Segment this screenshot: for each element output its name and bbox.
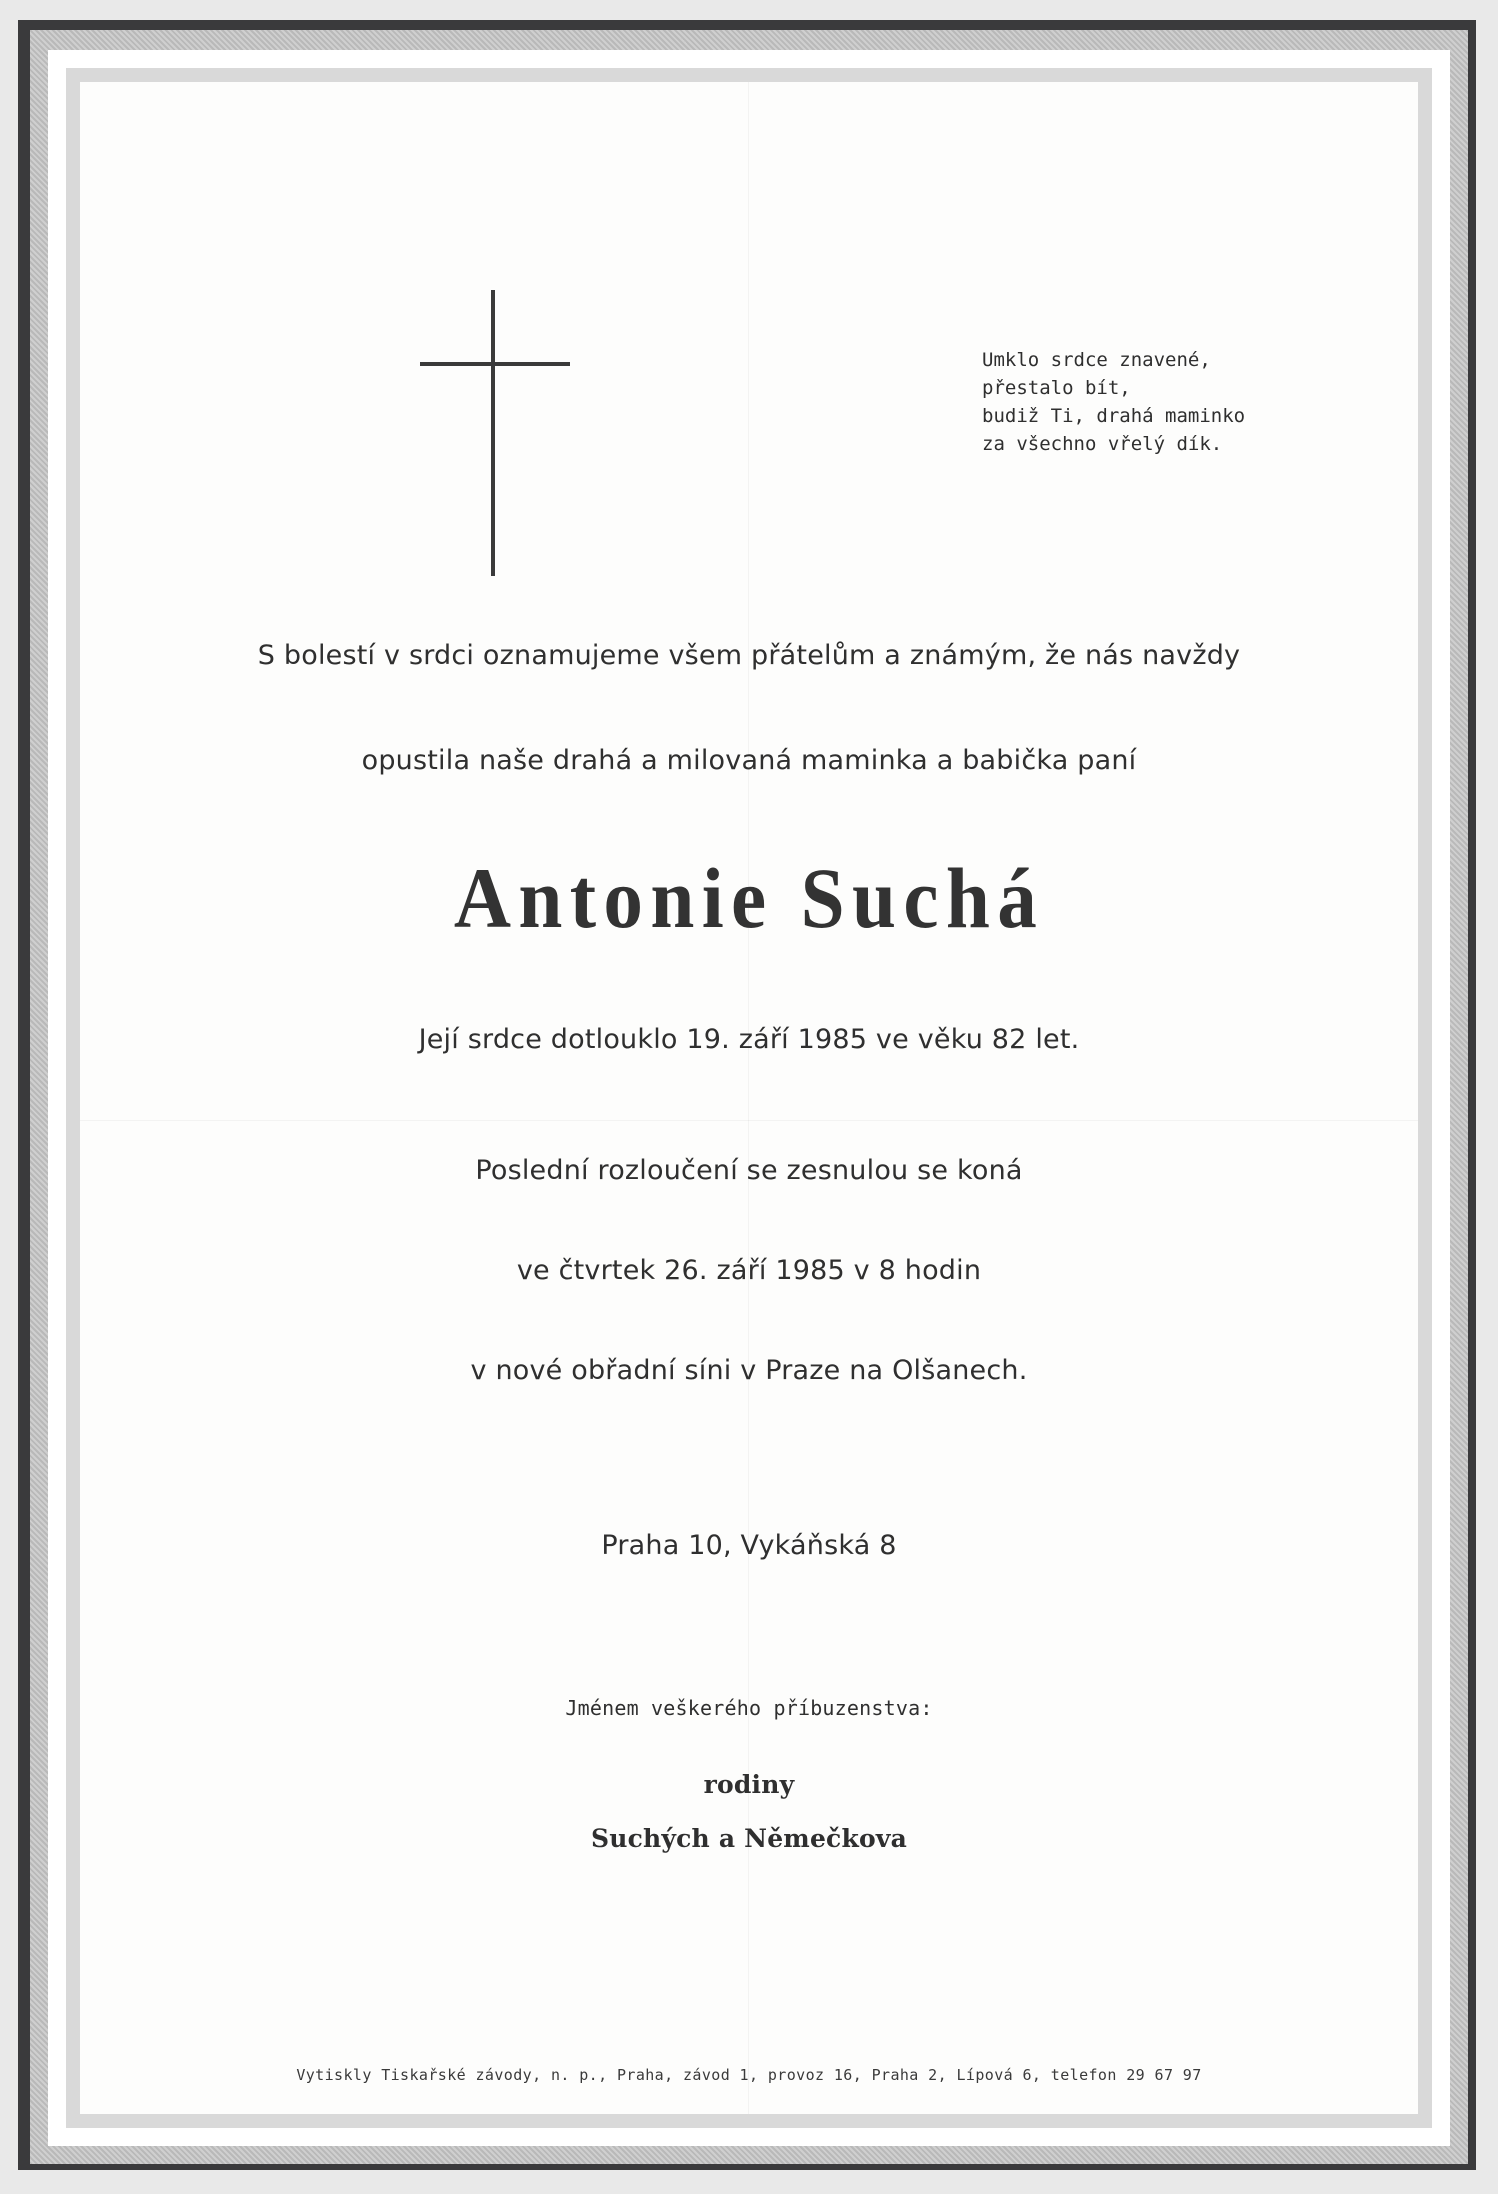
poem-line: budiž Ti, drahá maminko xyxy=(982,405,1246,427)
poem-line: přestalo bít, xyxy=(982,377,1131,399)
signature-behalf: Jménem veškerého příbuzenstva: xyxy=(565,1696,933,1720)
poem-line: za všechno vřelý dík. xyxy=(982,433,1223,455)
death-line: Její srdce dotlouklo 19. září 1985 ve věku 82 let. xyxy=(418,1024,1080,1055)
family-address: Praha 10, Vykáňská 8 xyxy=(601,1530,897,1561)
cross-horizontal-bar xyxy=(420,362,570,366)
signature-families-line1: rodiny xyxy=(703,1770,795,1799)
funeral-place-line: v nové obřadní síni v Praze na Olšanech. xyxy=(470,1355,1028,1386)
fold-line-horizontal xyxy=(80,1120,1418,1121)
funeral-farewell-line: Poslední rozloučení se zesnulou se koná xyxy=(475,1155,1023,1186)
announcement-intro-line1: S bolestí v srdci oznamujeme všem přátelům a známým, že nás navždy xyxy=(257,640,1241,671)
funeral-date-line: ve čtvrtek 26. září 1985 v 8 hodin xyxy=(516,1255,982,1286)
fold-line-vertical xyxy=(748,82,749,2114)
cross-vertical-bar xyxy=(491,290,495,576)
signature-families-line2: Suchých a Němečkova xyxy=(590,1824,908,1853)
announcement-intro-line2: opustila naše drahá a milovaná maminka a babička paní xyxy=(361,745,1137,776)
poem-line: Umklo srdce znavené, xyxy=(982,349,1211,371)
poem xyxy=(982,346,1302,458)
deceased-name: Antonie Suchá xyxy=(453,850,1045,946)
printer-note: Vytiskly Tiskařské závody, n. p., Praha, závod 1, provoz 16, Praha 2, Lípová 6, telefon 29 67 97 xyxy=(296,2066,1202,2084)
